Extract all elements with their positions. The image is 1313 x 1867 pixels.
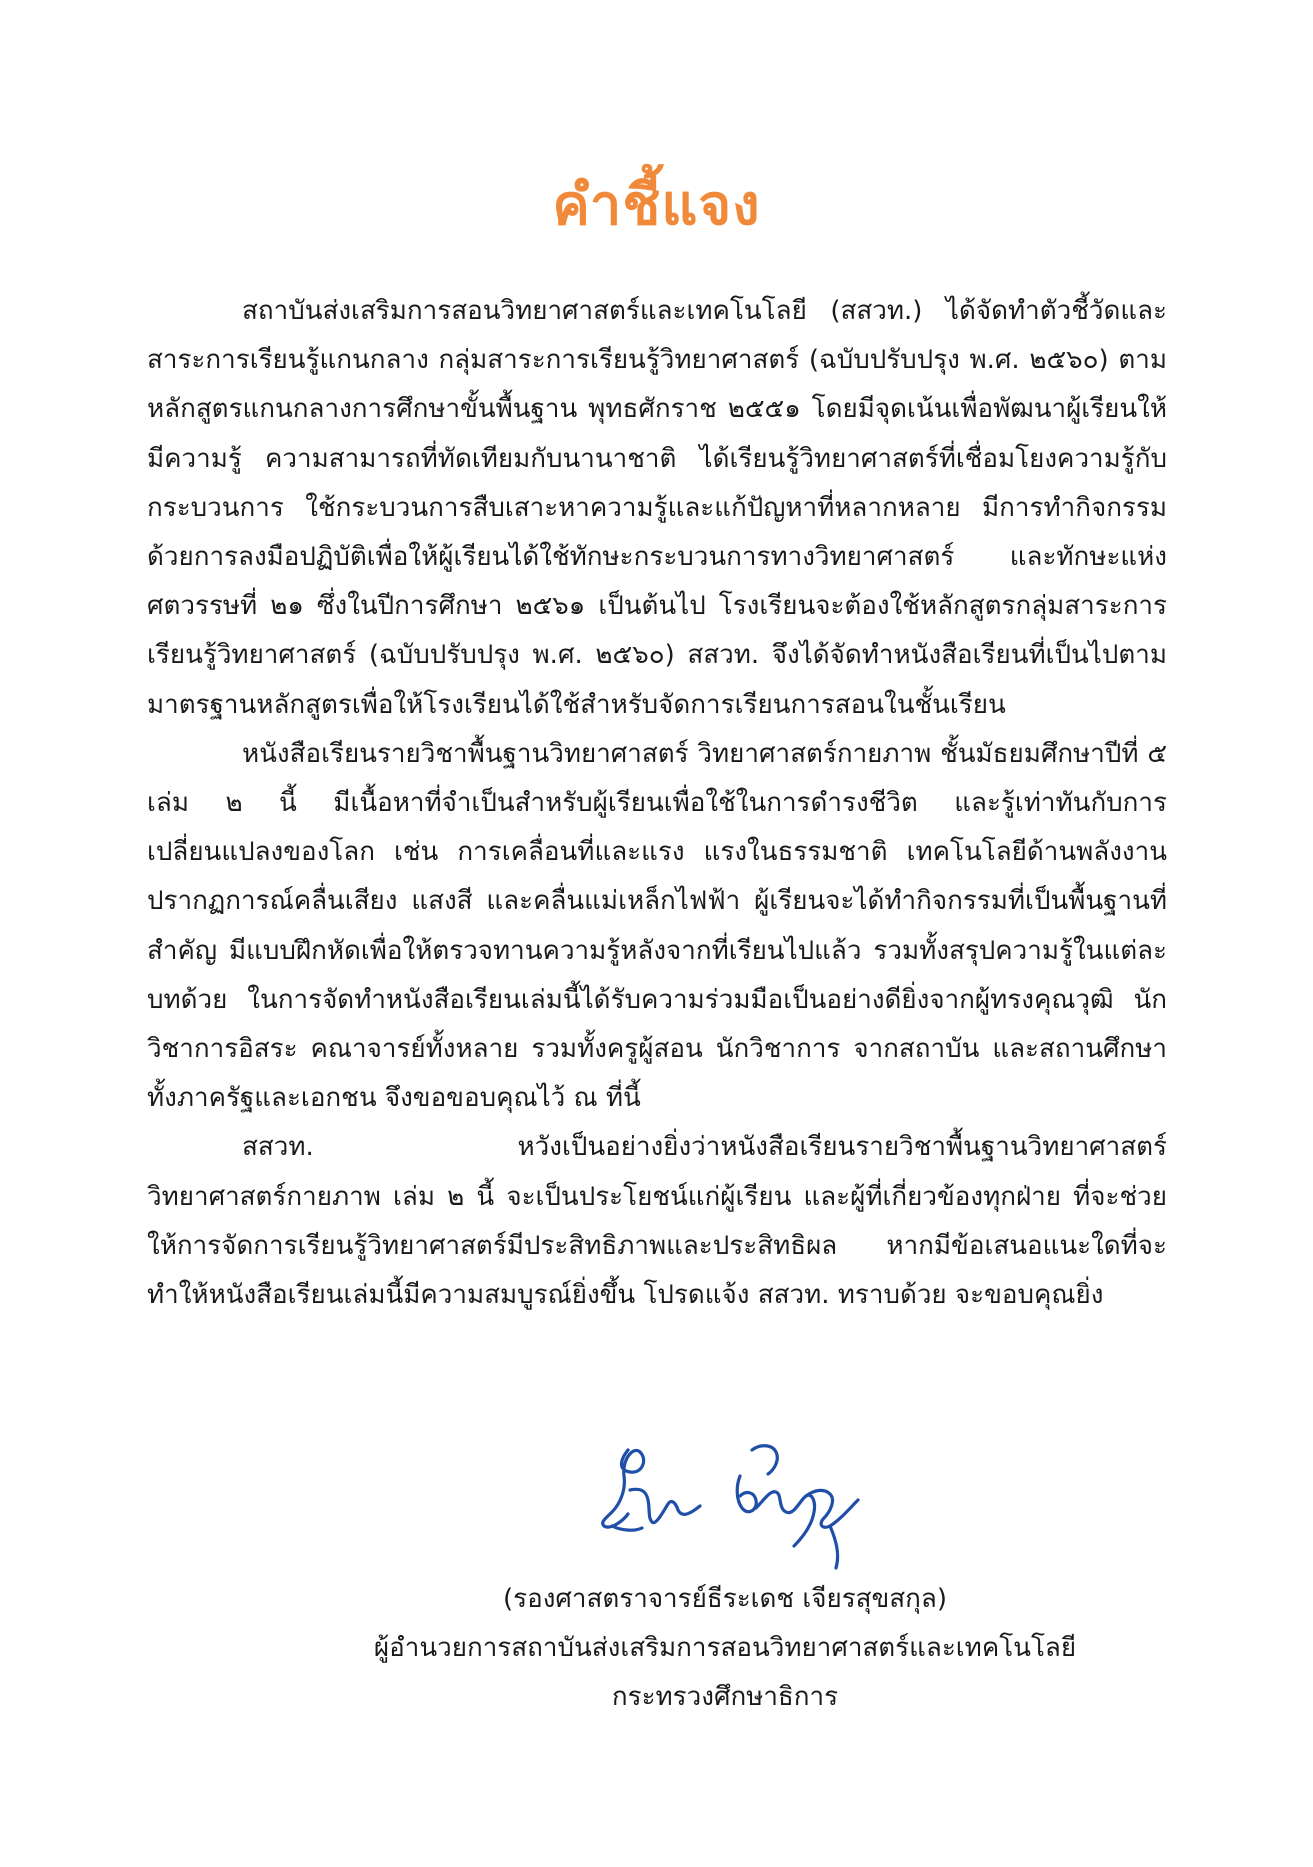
paragraph-book-content: หนังสือเรียนรายวิชาพื้นฐานวิทยาศาสตร์ วิทยาศาสตร์กายภาพ ชั้นมัธยมศึกษาปีที่ ๕ เล่ม ๒ นี้ มีเนื้อหาที่จำเป็นสำหรับผู้เรียนเพื่อใช้ในการดำรงชีวิต และรู้เท่าทันกับการเปลี่ยนแปลงของโลก เช่น การเคลื่อนที่และแรง แรงในธรรมชาติ เทคโนโลยีด้านพลังงาน ปรากฏการณ์คลื่นเสียง แสงสี และคลื่นแม่เหล็กไฟฟ้า ผู้เรียนจะได้ทำกิจกรรมที่เป็นพื้นฐานที่สำคัญ มีแบบฝึกหัดเพื่อให้ตรวจทานความรู้หลังจากที่เรียนไปแล้ว รวมทั้งสรุปความรู้ในแต่ละบทด้วย ในการจัดทำหนังสือเรียนเล่มนี้ได้รับความร่วมมือเป็นอย่างดียิ่งจากผู้ทรงคุณวุฒิ นักวิชาการอิสระ คณาจารย์ทั้งหลาย รวมทั้งครูผู้สอน นักวิชาการ จากสถาบัน และสถานศึกษาทั้งภาครัฐและเอกชน จึงขอขอบคุณไว้ ณ ที่นี้	[147, 738, 1167, 1114]
signatory-position: ผู้อำนวยการสถาบันส่งเสริมการสอนวิทยาศาสตร์และเทคโนโลยี	[373, 1633, 1077, 1663]
signatory-name: (รองศาสตราจารย์ธีระเดช เจียรสุขสกุล)	[502, 1584, 947, 1614]
paragraph-intro: สถาบันส่งเสริมการสอนวิทยาศาสตร์และเทคโนโลยี (สสวท.) ได้จัดทำตัวชี้วัดและสาระการเรียนรู้แกนกลาง กลุ่มสาระการเรียนรู้วิทยาศาสตร์ (ฉบับปรับปรุง พ.ศ. ๒๕๖๐) ตามหลักสูตรแกนกลางการศึกษาขั้นพื้นฐาน พุทธศักราช ๒๕๕๑ โดยมีจุดเน้นเพื่อพัฒนาผู้เรียนให้มีความรู้ ความสามารถที่ทัดเทียมกับนานาชาติ ได้เรียนรู้วิทยาศาสตร์ที่เชื่อมโยงความรู้กับกระบวนการ ใช้กระบวนการสืบเสาะหาความรู้และแก้ปัญหาที่หลากหลาย มีการทำกิจกรรมด้วยการลงมือปฏิบัติเพื่อให้ผู้เรียนได้ใช้ทักษะกระบวนการทางวิทยาศาสตร์ และทักษะแห่งศตวรรษที่ ๒๑ ซึ่งในปีการศึกษา ๒๕๖๑ เป็นต้นไป โรงเรียนจะต้องใช้หลักสูตรกลุ่มสาระการเรียนรู้วิทยาศาสตร์ (ฉบับปรับปรุง พ.ศ. ๒๕๖๐) สสวท. จึงได้จัดทำหนังสือเรียนที่เป็นไปตามมาตรฐานหลักสูตรเพื่อให้โรงเรียนได้ใช้สำหรับจัดการเรียนการสอนในชั้นเรียน	[147, 296, 1167, 720]
page-title: คำชี้แจง	[552, 173, 761, 238]
handwritten-signature	[590, 1430, 890, 1580]
document-body	[147, 287, 1167, 1320]
signature-block	[300, 1575, 1150, 1722]
paragraph-closing: สสวท. หวังเป็นอย่างยิ่งว่าหนังสือเรียนรายวิชาพื้นฐานวิทยาศาสตร์ วิทยาศาสตร์กายภาพ เล่ม ๒ นี้ จะเป็นประโยชน์แก่ผู้เรียน และผู้ที่เกี่ยวข้องทุกฝ่าย ที่จะช่วยให้การจัดการเรียนรู้วิทยาศาสตร์มีประสิทธิภาพและประสิทธิผล หากมีข้อเสนอแนะใดที่จะทำให้หนังสือเรียนเล่มนี้มีความสมบูรณ์ยิ่งขึ้น โปรดแจ้ง สสวท. ทราบด้วย จะขอบคุณยิ่ง	[147, 1132, 1167, 1311]
signatory-ministry: กระทรวงศึกษาธิการ	[611, 1682, 839, 1712]
